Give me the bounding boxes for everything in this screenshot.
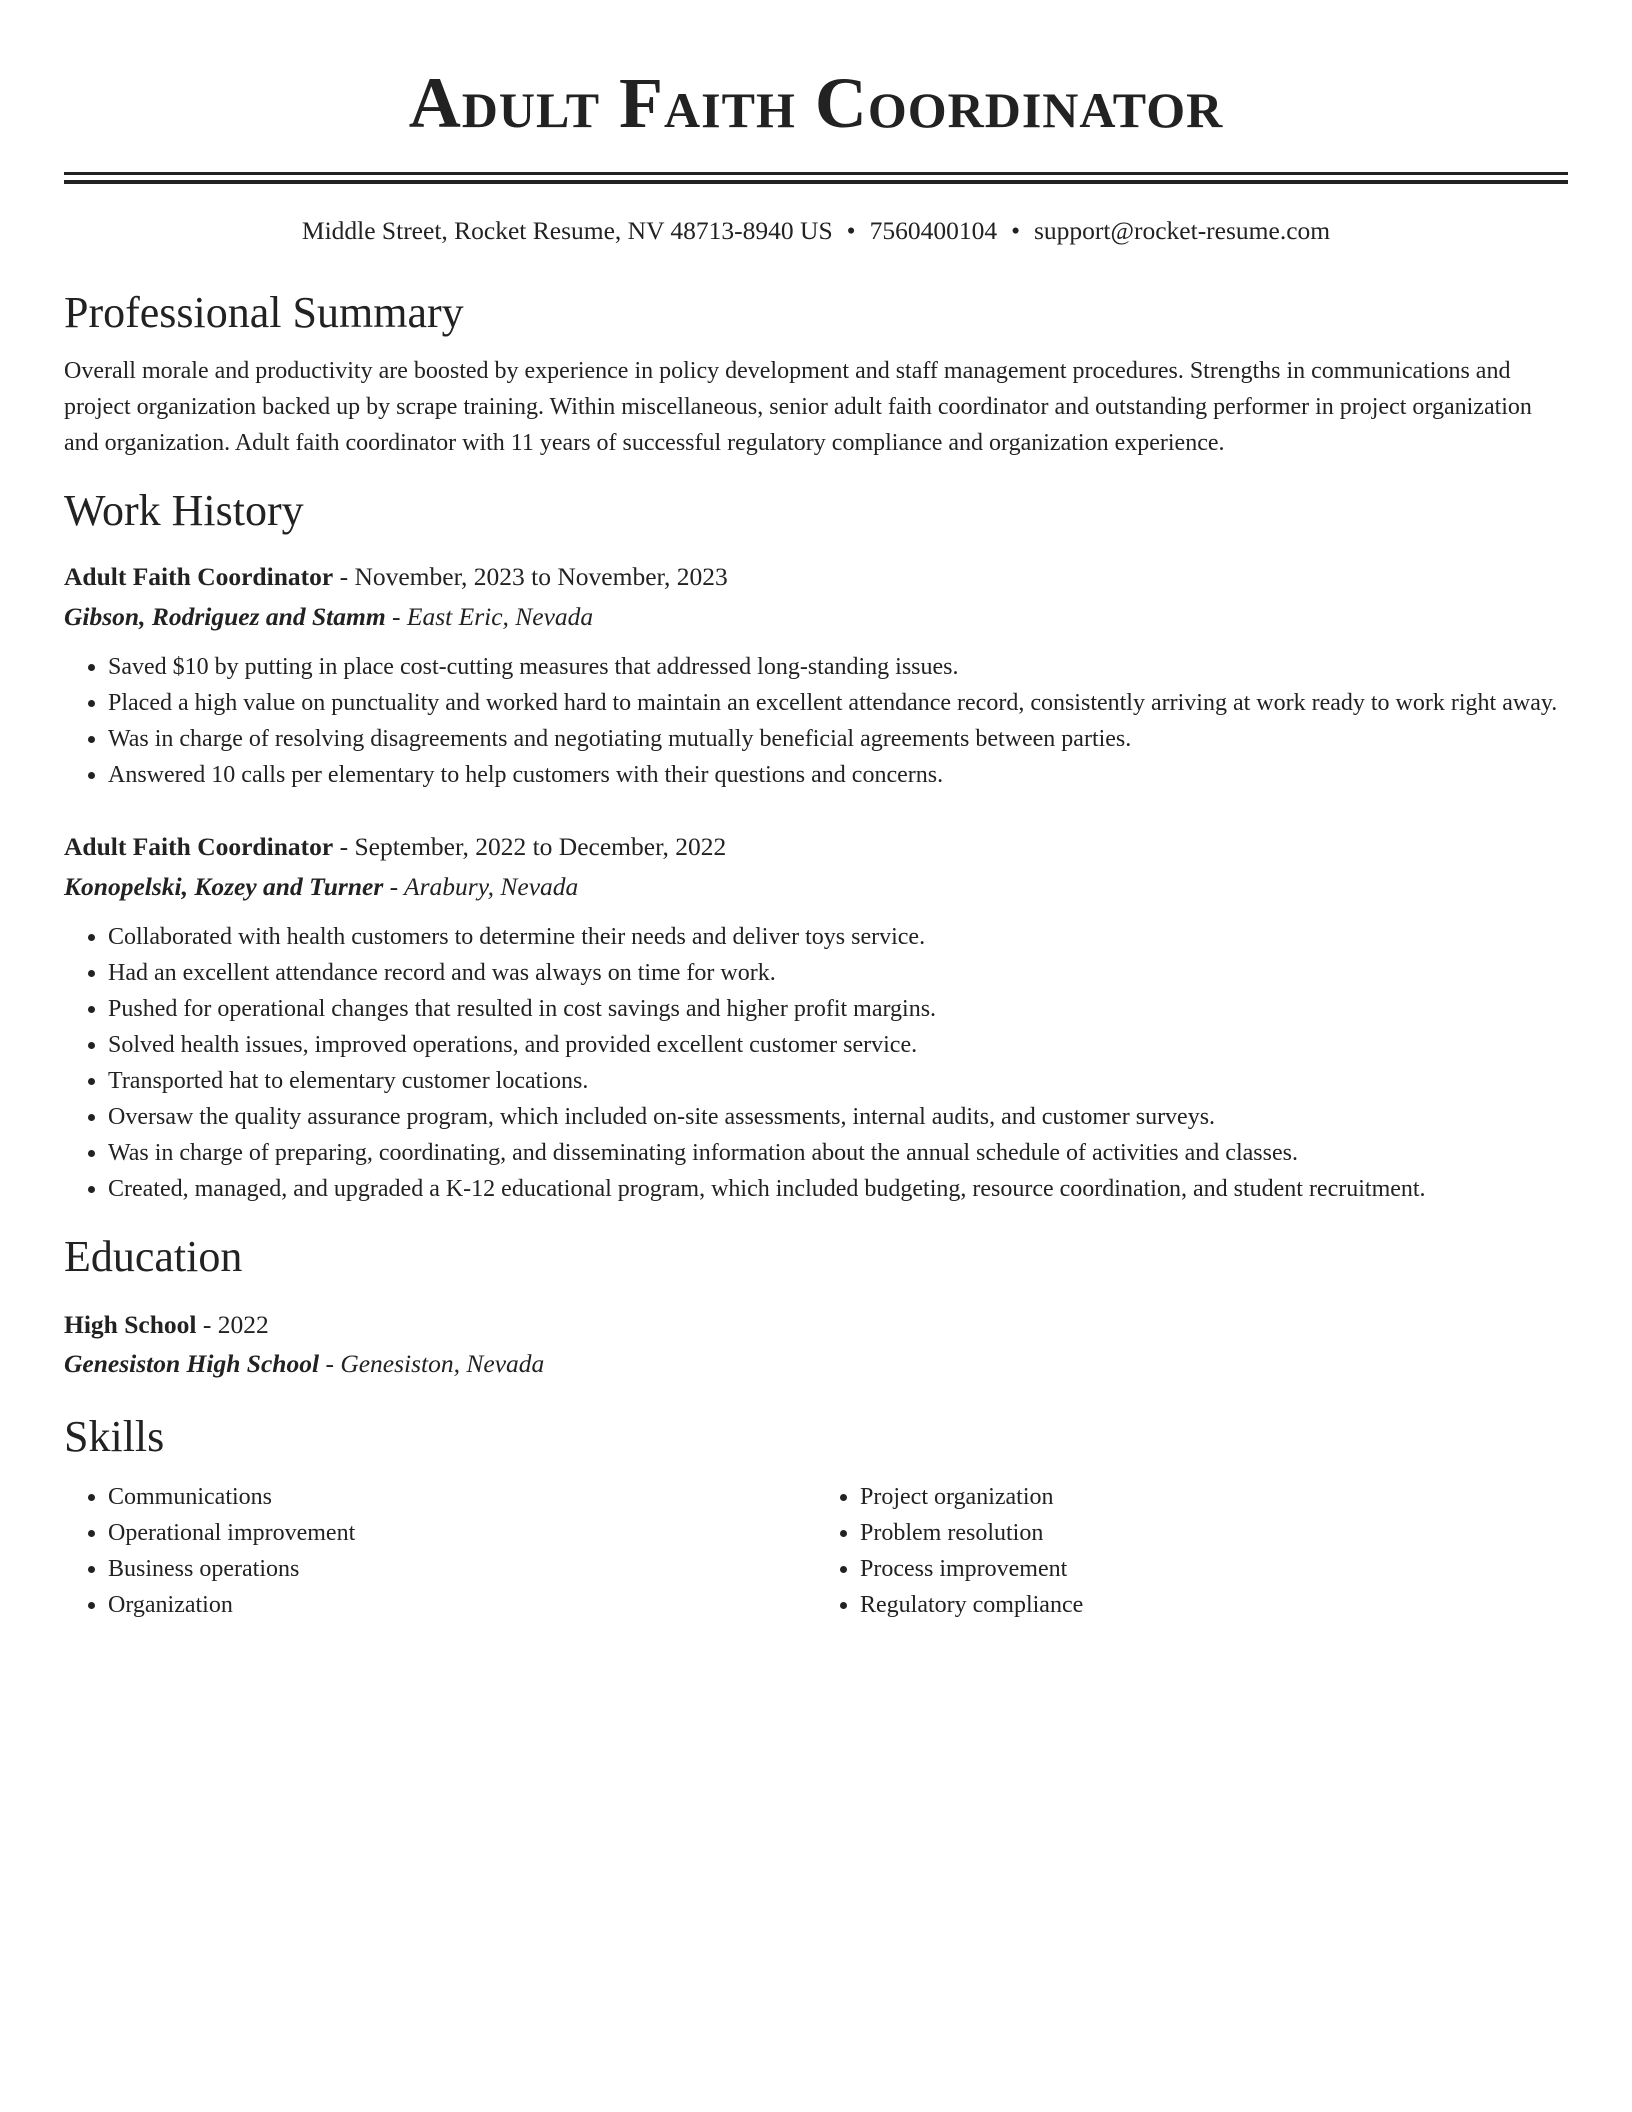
job-title-line (64, 557, 1568, 597)
dash: - (333, 562, 355, 591)
job-position: Adult Faith Coordinator (64, 832, 334, 861)
section-title-work-history: Work History (64, 486, 304, 535)
summary-text: Overall morale and productivity are boosted by experience in policy development and staff management procedures. Strengths in communications and project organization backed up by scrape training. Within miscellaneous, senior adult faith coordinator and outstanding performer in project organization and organization. Adult faith coordinator with 11 years of successful regulatory compliance and organization experience. (64, 358, 1532, 456)
skills-column-left (64, 1479, 816, 1623)
list-item: • Pushed for operational changes that resulted in cost savings and higher profit margins. (108, 991, 1568, 1027)
education-school-line (64, 1344, 1568, 1383)
education-year: 2022 (217, 1310, 269, 1339)
skill-item: • Communications (108, 1479, 816, 1515)
section-title-education: Education (64, 1232, 243, 1281)
education-school: Genesiston High School (64, 1349, 320, 1378)
dash: - (383, 872, 405, 901)
dash: - (385, 602, 407, 631)
section-title-skills: Skills (64, 1412, 165, 1461)
skills-grid (64, 1479, 1568, 1623)
job-position: Adult Faith Coordinator (64, 562, 334, 591)
list-item: • Had an excellent attendance record and was always on time for work. (108, 955, 1568, 991)
job-company-line (64, 597, 1568, 637)
skill-item: • Operational improvement (108, 1515, 816, 1551)
skill-item: • Organization (108, 1587, 816, 1623)
list-item: • Was in charge of preparing, coordinating, and disseminating information about the annual schedule of activities and classes. (108, 1135, 1568, 1171)
job-company: Konopelski, Kozey and Turner (64, 872, 384, 901)
dash: - (319, 1349, 341, 1378)
list-item: • Saved $10 by putting in place cost-cutting measures that addressed long-standing issues. (108, 649, 1568, 685)
job-dates: November, 2023 to November, 2023 (354, 562, 728, 591)
skill-item: • Problem resolution (860, 1515, 1568, 1551)
bullet-separator: • (1011, 216, 1020, 245)
job-dates: September, 2022 to December, 2022 (354, 832, 727, 861)
skill-item: • Business operations (108, 1551, 816, 1587)
contact-line (64, 215, 1568, 247)
section-title-summary: Professional Summary (64, 288, 464, 337)
list-item: • Solved health issues, improved operations, and provided excellent customer service. (108, 1027, 1568, 1063)
list-item: • Transported hat to elementary customer locations. (108, 1063, 1568, 1099)
dash: - (196, 1310, 218, 1339)
skill-item: • Project organization (860, 1479, 1568, 1515)
email: support@rocket-resume.com (1034, 216, 1331, 245)
job-company-line (64, 867, 1568, 907)
skill-item: • Regulatory compliance (860, 1587, 1568, 1623)
job-location: Arabury, Nevada (404, 872, 579, 901)
education-location: Genesiston, Nevada (340, 1349, 545, 1378)
job-title-line (64, 827, 1568, 867)
education-degree-line (64, 1305, 1568, 1344)
list-item: • Collaborated with health customers to determine their needs and deliver toys service. (108, 919, 1568, 955)
list-item: • Was in charge of resolving disagreements and negotiating mutually beneficial agreements between parties. (108, 721, 1568, 757)
address: Middle Street, Rocket Resume, NV 48713-8940 US (301, 216, 833, 245)
phone: 7560400104 (869, 216, 998, 245)
candidate-name: Adult Faith Coordinator (408, 63, 1224, 143)
list-item: • Placed a high value on punctuality and worked hard to maintain an excellent attendance record, consistently arriving at work ready to work right away. (108, 685, 1568, 721)
skill-item: • Process improvement (860, 1551, 1568, 1587)
job-entry (64, 557, 1568, 793)
education-degree: High School (64, 1310, 197, 1339)
list-item: • Answered 10 calls per elementary to help customers with their questions and concerns. (108, 757, 1568, 793)
job-bullets (64, 649, 1568, 793)
job-company: Gibson, Rodriguez and Stamm (64, 602, 386, 631)
bullet-separator: • (846, 216, 856, 245)
skills-column-right (816, 1479, 1568, 1623)
education-entry (64, 1305, 1568, 1383)
job-entry (64, 827, 1568, 1207)
job-bullets (64, 919, 1568, 1207)
header-divider (64, 172, 1568, 175)
list-item: • Oversaw the quality assurance program, which included on-site assessments, internal audits, and customer surveys. (108, 1099, 1568, 1135)
job-location: East Eric, Nevada (406, 602, 594, 631)
dash: - (333, 832, 355, 861)
list-item: • Created, managed, and upgraded a K-12 educational program, which included budgeting, resource coordination, and student recruitment. (108, 1171, 1568, 1207)
